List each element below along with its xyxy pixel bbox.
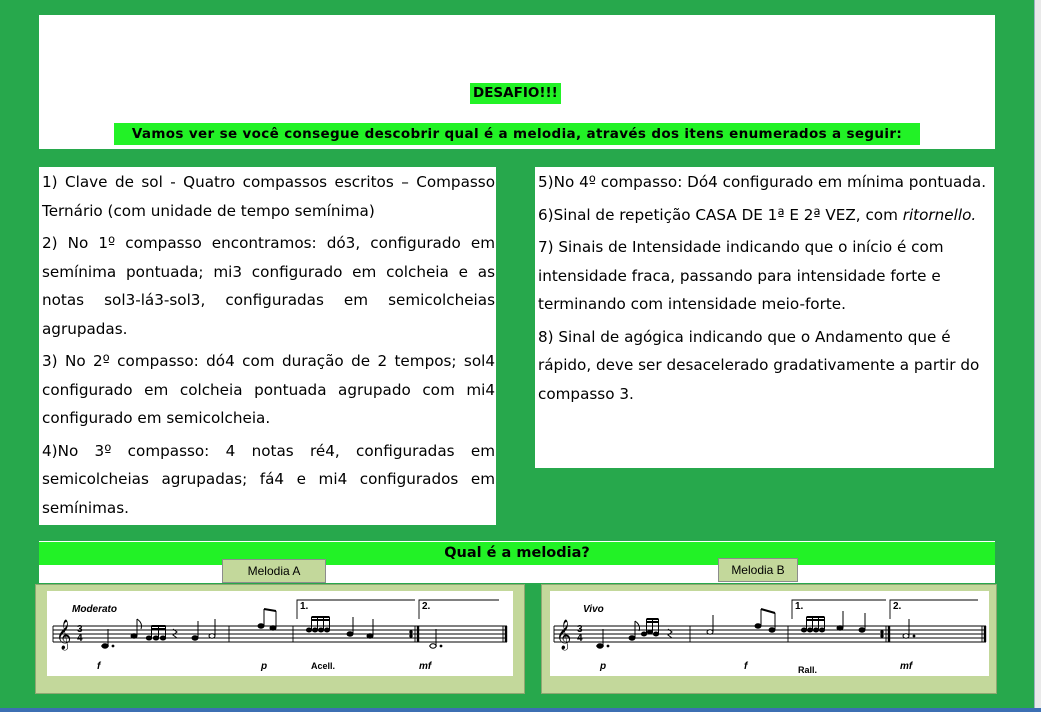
melody-a-time-bottom: 4 bbox=[77, 633, 83, 644]
item-7: 7) Sinais de Intensidade indicando que o início é com intensidade fraca, passando para intensidade forte e terminando com intensidade meio-forte. bbox=[538, 238, 944, 313]
melody-a-panel bbox=[35, 584, 525, 694]
melody-b-volta-2: 2. bbox=[893, 601, 902, 612]
question-strip bbox=[39, 565, 995, 583]
item-2: 2) No 1º compasso encontramos: dó3, configurado em semínima pontuada; mi3 configurado em colcheia e as notas sol3-lá3-sol3, configuradas em semicolcheias agrupadas. bbox=[42, 234, 495, 338]
item-6-italic: ritornello. bbox=[902, 205, 977, 224]
question-bar bbox=[39, 541, 995, 565]
melody-b-dynamic-3: mf bbox=[900, 661, 913, 672]
item-4: 4)No 3º compasso: 4 notas ré4, configuradas em semicolcheias agrupadas; fá4 e mi4 configurados em semínimas. bbox=[42, 441, 495, 517]
melody-b-notation bbox=[550, 591, 989, 676]
window-edge bbox=[1035, 0, 1041, 712]
melody-b-tab[interactable]: Melodia B bbox=[718, 558, 798, 582]
melody-b-dynamic-2: f bbox=[744, 661, 748, 672]
item-1: 1) Clave de sol - Quatro compassos escritos – Compasso Ternário (com unidade de tempo semínima) bbox=[42, 173, 495, 220]
melody-a-score bbox=[47, 591, 513, 676]
melody-b-volta-1: 1. bbox=[795, 601, 804, 612]
page-title: DESAFIO!!! bbox=[470, 83, 561, 104]
item-8: 8) Sinal de agógica indicando que o Andamento que é rápido, deve ser desacelerado gradativamente a partir do compasso 3. bbox=[538, 327, 980, 403]
items-left-box bbox=[39, 167, 496, 525]
item-6-text: 6)Sinal de repetição CASA DE 1ª E 2ª VEZ, com bbox=[538, 205, 903, 224]
melody-b-agogic: Rall. bbox=[798, 665, 818, 675]
item-5: 5)No 4º compasso: Dó4 configurado em mínima pontuada. bbox=[538, 173, 987, 191]
melody-b-time-bottom: 4 bbox=[577, 633, 583, 644]
melody-a-dynamic-3: mf bbox=[419, 661, 432, 672]
melody-a-dynamic-1: f bbox=[97, 661, 101, 672]
melody-a-volta-1: 1. bbox=[300, 601, 309, 612]
items-right-box bbox=[535, 167, 994, 468]
melody-a-dynamic-2: p bbox=[261, 661, 268, 672]
melody-b-tempo: Vivo bbox=[583, 604, 604, 615]
item-6 bbox=[538, 201, 993, 230]
melody-b-time-top: 3 bbox=[577, 624, 583, 635]
window-bottom-edge bbox=[0, 708, 1041, 712]
question-text: Qual é a melodia? bbox=[444, 545, 590, 561]
melody-b-panel bbox=[541, 584, 997, 694]
page-subtitle: Vamos ver se você consegue descobrir qual é a melodia, através dos itens enumerados a seguir: bbox=[114, 123, 920, 145]
melody-a-time-top: 3 bbox=[77, 624, 83, 635]
melody-a-volta-2: 2. bbox=[422, 601, 431, 612]
melody-a-notation bbox=[47, 591, 513, 676]
melody-a-agogic: Acell. bbox=[311, 661, 336, 671]
melody-a-tempo: Moderato bbox=[72, 604, 117, 615]
melody-b-score bbox=[550, 591, 989, 676]
item-3: 3) No 2º compasso: dó4 com duração de 2 tempos; sol4 configurado em colcheia pontuada agrupado com mi4 configurado em semicolcheia. bbox=[42, 352, 495, 427]
melody-b-dynamic-1: p bbox=[600, 661, 607, 672]
svg-text:𝄞: 𝄞 bbox=[556, 619, 572, 649]
svg-text:𝄞: 𝄞 bbox=[56, 619, 72, 649]
melody-a-tab[interactable]: Melodia A bbox=[222, 559, 326, 583]
